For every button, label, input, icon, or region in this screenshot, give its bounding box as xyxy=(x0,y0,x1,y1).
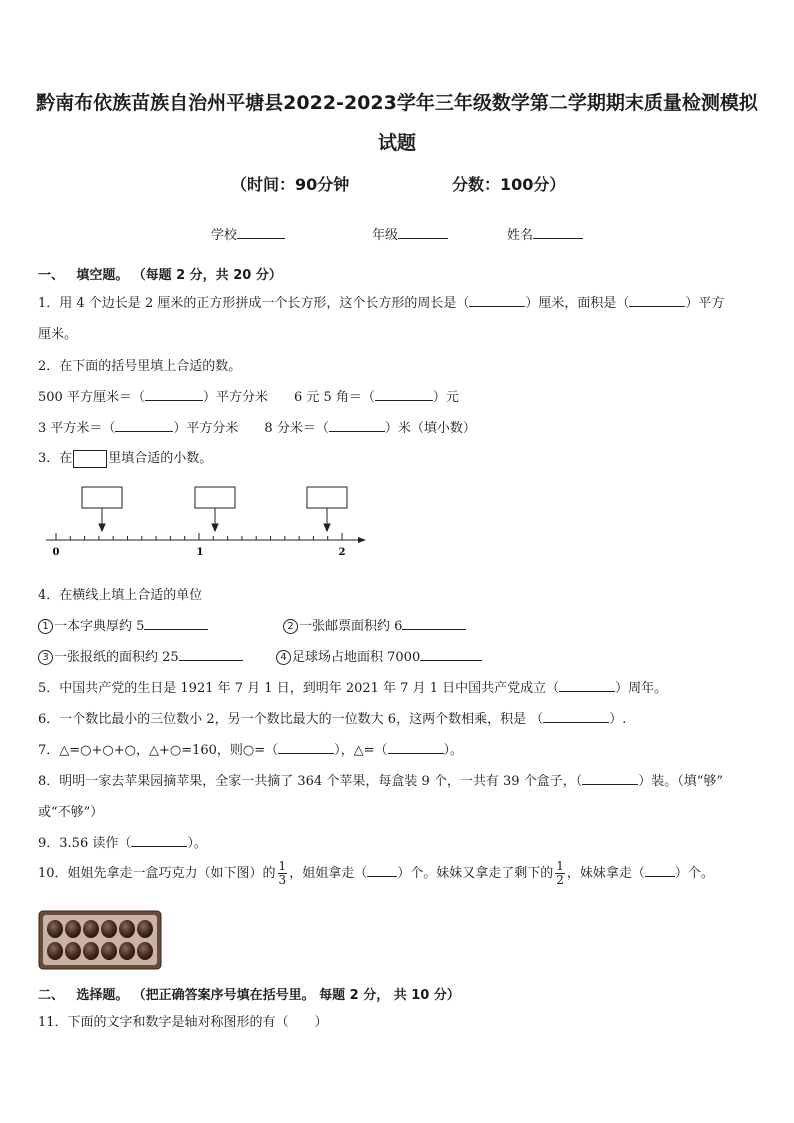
school-field[interactable] xyxy=(211,224,285,243)
q10-blank-2[interactable] xyxy=(645,862,675,877)
q6-text-a: 6．一个数比最小的三位数小 2，另一个数比最大的一位数大 6，这两个数相乘，积是 （ xyxy=(38,712,544,727)
question-5 xyxy=(38,677,667,696)
q4-blank-3[interactable] xyxy=(179,646,243,661)
q4-circled-number-3: 3 xyxy=(38,650,53,665)
chocolate-piece xyxy=(119,942,135,960)
q4-blank-2[interactable] xyxy=(402,615,466,630)
question-3 xyxy=(38,447,212,468)
question-4-item-3 xyxy=(38,646,243,665)
q1-text-c: ）平方 xyxy=(685,296,725,311)
question-11: 11．下面的文字和数字是轴对称图形的有（ ） xyxy=(38,1015,328,1030)
exam-time: （时间：90分钟 xyxy=(231,175,350,194)
number-line-box-2[interactable] xyxy=(195,487,235,508)
q7-blank-triangle[interactable] xyxy=(388,739,444,754)
q1-blank-area[interactable] xyxy=(629,292,685,307)
section-2-title: 选择题。 xyxy=(76,988,129,1003)
q7-text-b: ），△=（ xyxy=(334,743,388,758)
q5-blank[interactable] xyxy=(559,677,615,692)
q10-blank-1[interactable] xyxy=(367,862,397,877)
chocolate-piece xyxy=(101,942,117,960)
question-1 xyxy=(38,292,724,311)
q9-blank[interactable] xyxy=(131,832,187,847)
q10-text-e: ）个。 xyxy=(674,866,714,881)
question-7 xyxy=(38,739,463,758)
question-10 xyxy=(38,860,714,887)
name-field[interactable] xyxy=(507,224,583,243)
q4-item-2-text: 一张邮票面积约 6 xyxy=(299,619,403,634)
chocolate-piece xyxy=(83,920,99,938)
q8-text-b: ）装。（填“够” xyxy=(638,774,723,789)
q4-item-3-text: 一张报纸的面积约 25 xyxy=(54,650,179,665)
q9-text-b: ）。 xyxy=(187,836,207,851)
fraction-one-third: $\frac{1}{3}$ xyxy=(278,859,287,887)
chocolate-piece xyxy=(47,920,63,938)
q4-blank-1[interactable] xyxy=(144,615,208,630)
q4-circled-number-4: 4 xyxy=(276,650,291,665)
question-2-row-2 xyxy=(38,417,476,436)
q2-blank-4[interactable] xyxy=(329,417,385,432)
q2-blank-3[interactable] xyxy=(115,417,173,432)
q2-r2-text-d: ）米（填小数） xyxy=(384,421,476,436)
q5-text-a: 5．中国共产党的生日是 1921 年 7 月 1 日，到明年 2021 年 7 月 1 日中国共产党成立（ xyxy=(38,681,560,696)
question-8-cont: 或“不够”） xyxy=(38,805,104,820)
q4-item-1-text: 一本字典厚约 5 xyxy=(54,619,145,634)
q7-text-c: ）。 xyxy=(443,743,464,758)
section-2-note: （把正确答案序号填在括号里。 每题 2 分， 共 10 分） xyxy=(132,988,460,1003)
chocolate-box-image xyxy=(38,910,162,970)
q1-text-b: ）厘米，面积是（ xyxy=(525,296,630,311)
arrow-icon xyxy=(99,508,330,531)
q9-text-a: 9．3.56 读作（ xyxy=(38,836,132,851)
q2-r1-text-c: 6 元 5 角＝（ xyxy=(293,390,375,405)
number-line-box-1[interactable] xyxy=(82,487,122,508)
question-6 xyxy=(38,708,626,727)
q10-text-d: ，妹妹拿走（ xyxy=(566,866,645,881)
page-title-line2: 试题 xyxy=(377,132,416,154)
q2-blank-1[interactable] xyxy=(145,386,203,401)
school-blank[interactable] xyxy=(237,224,285,239)
school-label: 学校 xyxy=(211,228,238,243)
q10-text-b: ，姐姐拿走（ xyxy=(289,866,368,881)
grade-blank[interactable] xyxy=(398,224,448,239)
question-1-cont: 厘米。 xyxy=(38,327,78,342)
chocolate-piece xyxy=(119,920,135,938)
q3-text-a: 3．在 xyxy=(38,451,73,466)
name-label: 姓名 xyxy=(507,228,534,243)
q4-blank-4[interactable] xyxy=(420,646,482,661)
q4-circled-number-2: 2 xyxy=(283,619,298,634)
tick-label-2: 2 xyxy=(338,547,346,558)
q2-r1-text-a: 500 平方厘米＝（ xyxy=(38,390,145,405)
q7-text-a: 7．△=○+○+○，△+○=160，则○=（ xyxy=(38,743,279,758)
section-2-number: 二、 xyxy=(38,988,65,1003)
question-2: 2．在下面的括号里填上合适的数。 xyxy=(38,359,242,374)
grade-field[interactable] xyxy=(372,224,448,243)
number-line-figure xyxy=(40,480,370,560)
section-1-note: （每题 2 分，共 20 分） xyxy=(132,268,282,283)
chocolate-piece xyxy=(83,942,99,960)
chocolate-piece xyxy=(47,942,63,960)
chocolate-piece xyxy=(137,920,153,938)
number-line-ticks xyxy=(56,533,342,540)
tick-label-0: 0 xyxy=(52,547,60,558)
q2-r2-text-b: ）平方分米 xyxy=(173,421,239,436)
q6-blank[interactable] xyxy=(543,708,609,723)
q1-text-a: 1．用 4 个边长是 2 厘米的正方形拼成一个长方形，这个长方形的周长是（ xyxy=(38,296,470,311)
grade-label: 年级 xyxy=(372,228,399,243)
fraction-one-half: $\frac{1}{2}$ xyxy=(556,859,564,887)
section-1-number: 一、 xyxy=(38,268,65,283)
q2-r2-text-a: 3 平方米＝（ xyxy=(38,421,116,436)
q2-r1-text-d: ）元 xyxy=(432,390,459,405)
q2-r1-text-b: ）平方分米 xyxy=(202,390,268,405)
question-2-row-1 xyxy=(38,386,459,405)
name-blank[interactable] xyxy=(533,224,583,239)
chocolate-piece xyxy=(65,942,81,960)
q4-item-4-text: 足球场占地面积 7000 xyxy=(292,650,421,665)
question-9 xyxy=(38,832,207,851)
number-line-box-3[interactable] xyxy=(307,487,347,508)
chocolate-piece xyxy=(101,920,117,938)
q3-sample-box xyxy=(73,450,107,468)
section-2-heading xyxy=(38,984,460,1003)
question-4-item-4 xyxy=(276,646,482,665)
page-title: 黔南布依族苗族自治州平塘县2022-2023学年三年级数学第二学期期末质量检测模拟 xyxy=(36,92,758,114)
tick-label-1: 1 xyxy=(196,547,204,558)
question-4-item-1 xyxy=(38,615,208,634)
exam-score: 分数：100分） xyxy=(452,175,566,194)
q6-text-b: ）. xyxy=(609,712,627,727)
chocolate-piece xyxy=(65,920,81,938)
q1-blank-perimeter[interactable] xyxy=(469,292,525,307)
q7-blank-circle[interactable] xyxy=(278,739,334,754)
q4-circled-number-1: 1 xyxy=(38,619,53,634)
q2-blank-2[interactable] xyxy=(375,386,433,401)
q8-text-a: 8．明明一家去苹果园摘苹果，全家一共摘了 364 个苹果，每盒装 9 个，一共有 39 个盒子，（ xyxy=(38,774,583,789)
q3-text-b: 里填合适的小数。 xyxy=(108,451,213,466)
q10-text-c: ）个。妹妹又拿走了剩下的 xyxy=(397,866,554,881)
q2-r2-text-c: 8 分米＝（ xyxy=(264,421,329,436)
question-4: 4．在横线上填上合适的单位 xyxy=(38,588,203,603)
q5-text-b: ）周年。 xyxy=(615,681,668,696)
chocolate-piece xyxy=(137,942,153,960)
section-1-heading xyxy=(38,264,282,283)
q10-text-a: 10．姐姐先拿走一盒巧克力（如下图）的 xyxy=(38,866,276,881)
question-4-item-2 xyxy=(283,615,466,634)
question-8 xyxy=(38,770,723,789)
axis-arrow-icon xyxy=(358,537,366,543)
q8-blank[interactable] xyxy=(582,770,638,785)
section-1-title: 填空题。 xyxy=(76,268,129,283)
